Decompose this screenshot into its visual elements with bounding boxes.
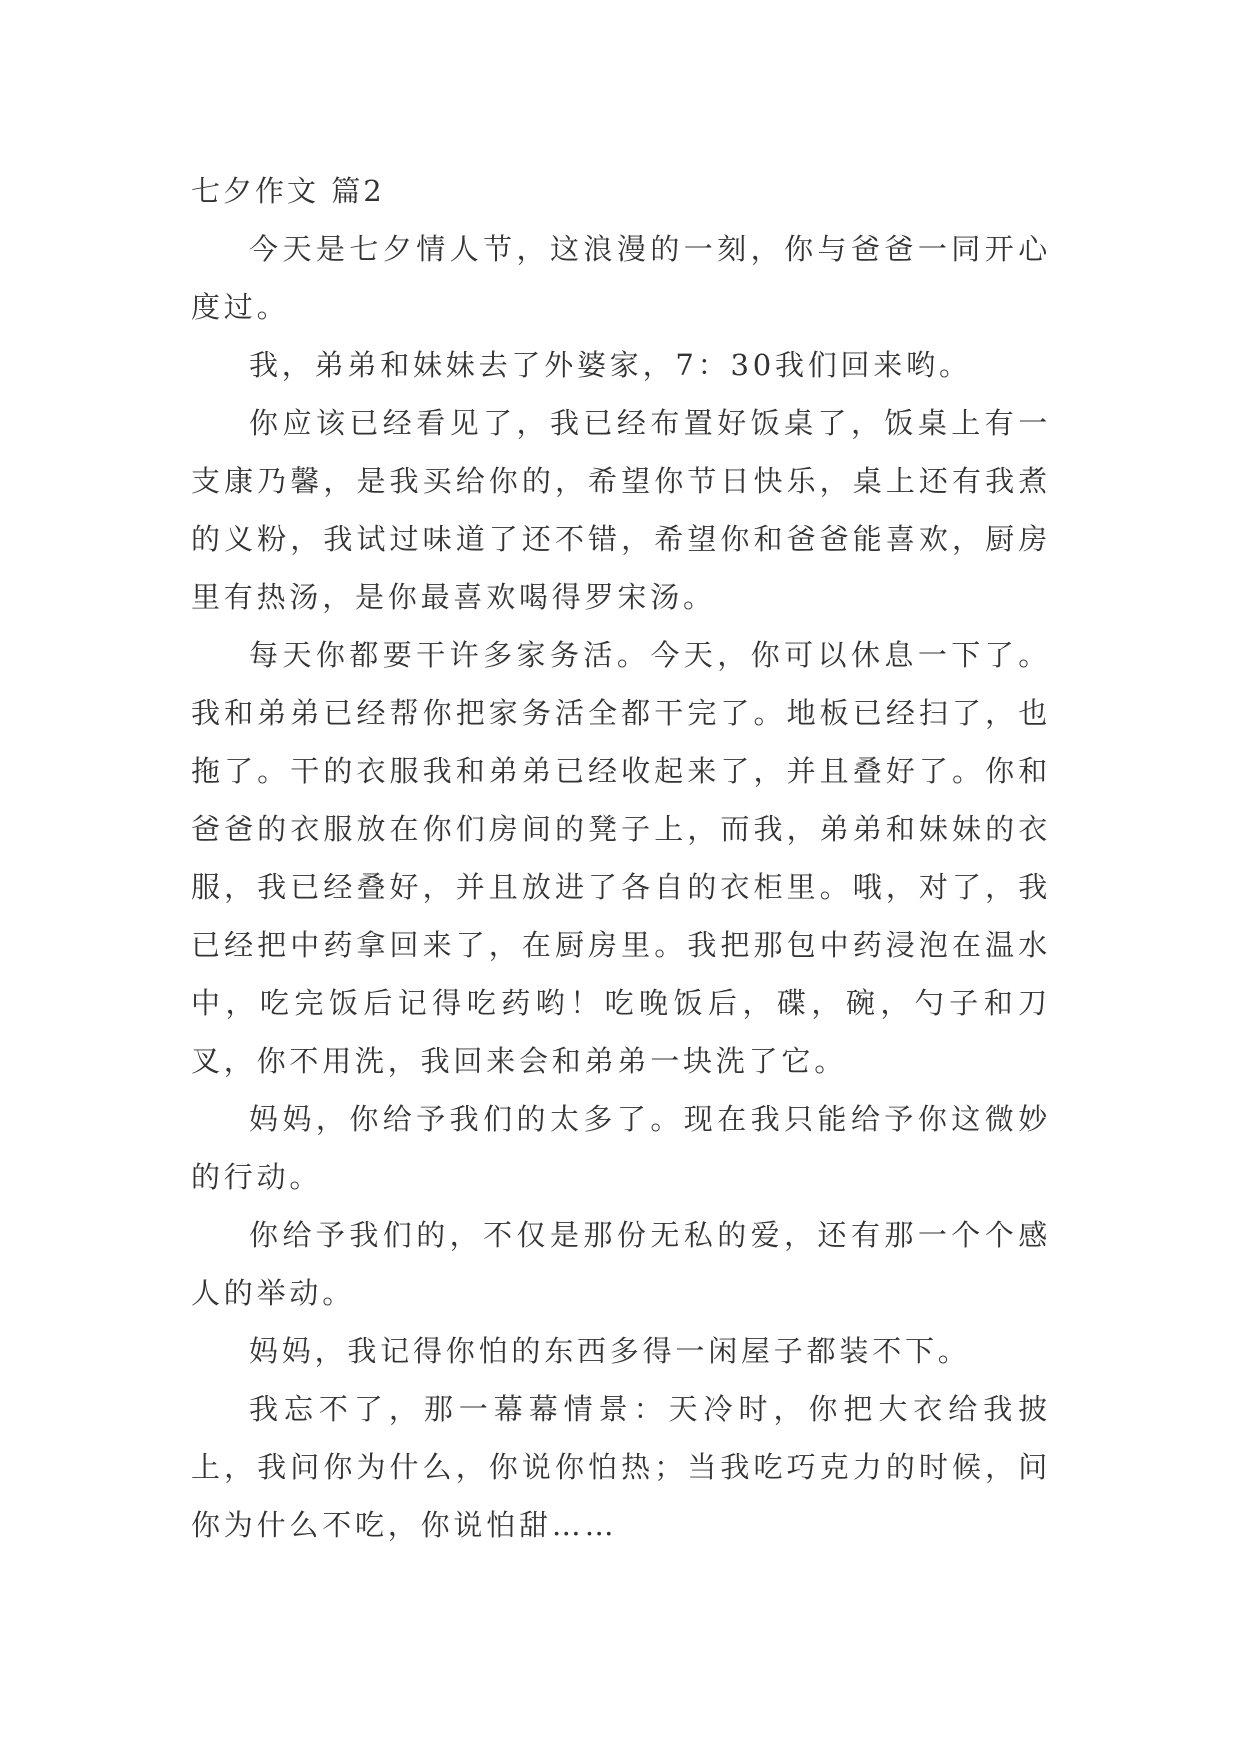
paragraph-7: 妈妈，我记得你怕的东西多得一闲屋子都装不下。 [249,1334,971,1368]
paragraph-8: 我忘不了，那一幕幕情景：天冷时，你把大衣给我披上，我问你为什么，你说你怕热；当我吃巧克力的时候，问你为什么不吃，你说怕甜…… [191,1392,1051,1542]
document-body [191,162,1051,1554]
paragraph-1: 今天是七夕情人节，这浪漫的一刻，你与爸爸一同开心度过。 [191,232,1051,324]
paragraph-3: 你应该已经看见了，我已经布置好饭桌了，饭桌上有一支康乃馨，是我买给你的，希望你节日快乐，桌上还有我煮的义粉，我试过味道了还不错，希望你和爸爸能喜欢，厨房里有热汤，是你最喜欢喝得罗宋汤。 [191,406,1051,614]
paragraph-2: 我，弟弟和妹妹去了外婆家，7：30我们回来哟。 [249,348,972,382]
paragraph-6: 你给予我们的，不仅是那份无私的爱，还有那一个个感人的举动。 [191,1218,1051,1310]
paragraph-4: 每天你都要干许多家务活。今天，你可以休息一下了。我和弟弟已经帮你把家务活全都干完了。地板已经扫了，也拖了。干的衣服我和弟弟已经收起来了，并且叠好了。你和爸爸的衣服放在你们房间的凳子上，而我，弟弟和妹妹的衣服，我已经叠好，并且放进了各自的衣柜里。哦，对了，我已经把中药拿回来了，在厨房里。我把那包中药浸泡在温水中，吃完饭后记得吃药哟！吃晚饭后，碟，碗，勺子和刀叉，你不用洗，我回来会和弟弟一块洗了它。 [191,638,1051,1078]
paragraph-5: 妈妈，你给予我们的太多了。现在我只能给予你这微妙的行动。 [191,1102,1051,1194]
document-title: 七夕作文 篇2 [191,174,385,208]
